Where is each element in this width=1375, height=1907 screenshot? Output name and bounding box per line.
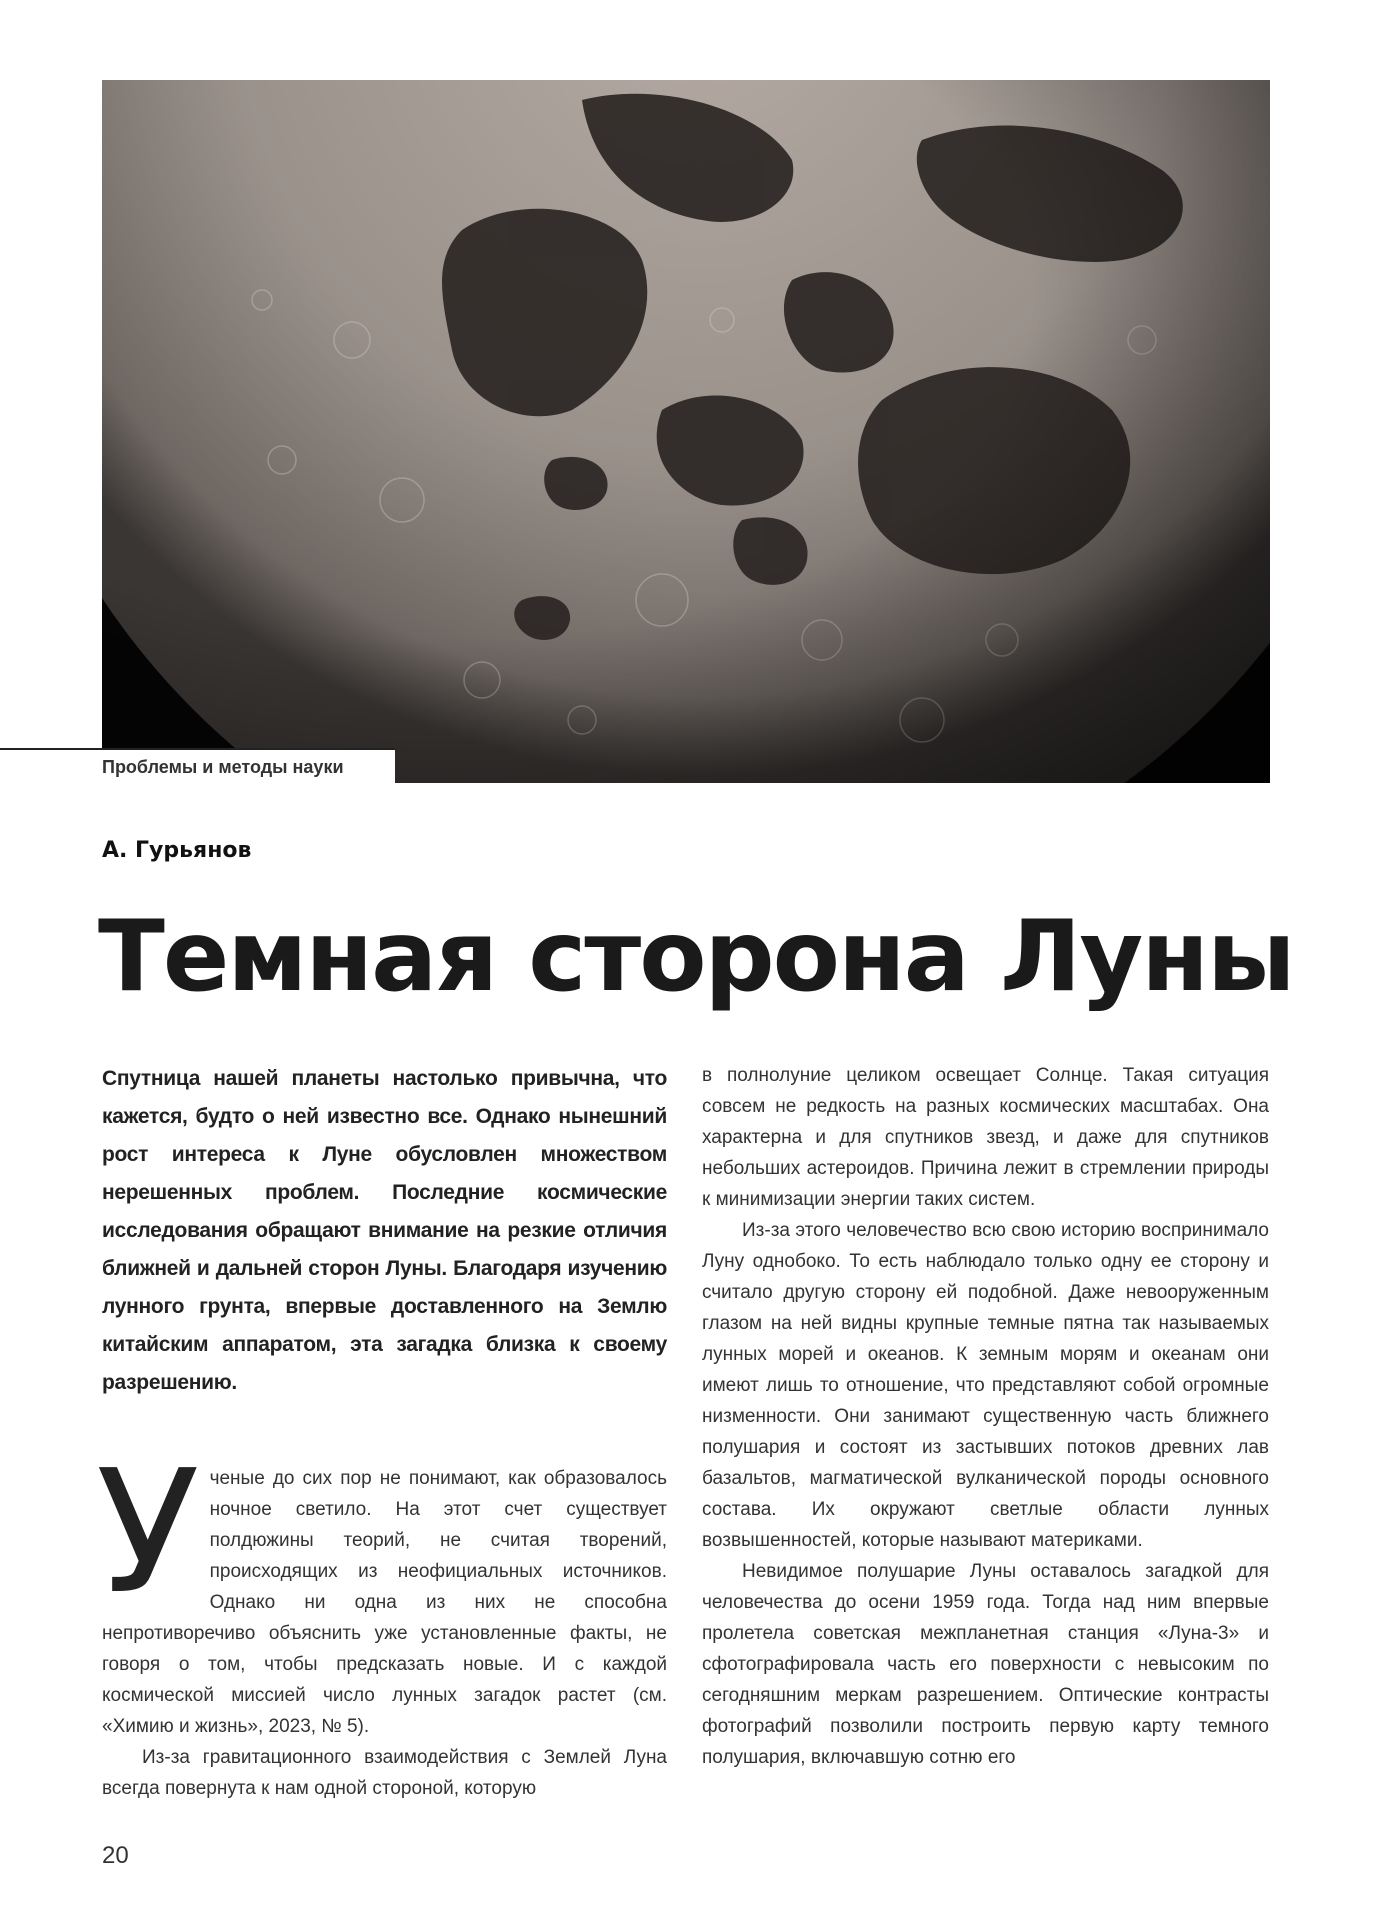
author-name: А. Гурьянов (102, 838, 252, 863)
body-paragraph-4: Из-за этого человечество всю свою историю воспринимало Луну однобоко. То есть наблюдало только одну ее сторону и считало другую сторону ей подобной. Даже невооруженным глазом на ней видны крупные темные пятна так называемых лунных морей и океанов. К земным морям и океанам они имеют лишь то отношение, что представляют собой огромные низменности. Они занимают существенную часть ближнего полушария и состоят из застывших потоков древних лав базальтов, магматической вулканической породы основного состава. Их окружают светлые области лунных возвышенностей, которые называют материками. (702, 1220, 1269, 1551)
article-title: Темная сторона Луны (98, 900, 1294, 1014)
page-number: 20 (102, 1842, 129, 1869)
moon-photo (102, 80, 1270, 783)
body-paragraph-2: Из-за гравитационного взаимодействия с Землей Луна всегда повернута к нам одной стороной, которую (102, 1747, 667, 1799)
drop-cap: У (96, 1434, 200, 1632)
body-paragraph-3: в полнолуние целиком освещает Солнце. Такая ситуация совсем не редкость на разных космических масштабах. Она характерна и для спутников звезд, и даже для спутников небольших астероидов. Причина лежит в стремлении природы к минимизации энергии таких систем. (702, 1065, 1269, 1210)
lead-paragraph: Спутница нашей планеты настолько привычна, что кажется, будто о ней известно все. Однако нынешний рост интереса к Луне обусловлен множеством нерешенных проблем. Последние космические исследования обращают внимание на резкие отличия ближней и дальней сторон Луны. Благодаря изучению лунного грунта, впервые доставленного на Землю китайским аппаратом, эта загадка близка к своему разрешению. (102, 1067, 667, 1394)
right-column (702, 1060, 1269, 1773)
section-tag-label: Проблемы и методы науки (102, 756, 344, 777)
section-tag (0, 748, 395, 784)
left-column (96, 1060, 667, 1804)
body-start (96, 1434, 667, 1742)
body-paragraph-1: ченые до сих пор не понимают, как образовалось ночное светило. На этот счет существует полдюжины теорий, не считая творений, происходящих из неофициальных источников. Однако ни одна из них не способна непротиворечиво объяснить уже установленные факты, не говоря о том, чтобы предсказать новые. И с каждой космической миссией число лунных загадок растет (см. «Химию и жизнь», 2023, № 5). (102, 1468, 667, 1737)
body-paragraph-5: Невидимое полушарие Луны оставалось загадкой для человечества до осени 1959 года. Тогда над ним впервые пролетела советская межпланетная станция «Луна-3» и сфотографировала часть его поверхности с невысоким по сегодняшним меркам разрешением. Оптические контрасты фотографий позволили построить первую карту темного полушария, включавшую сотню его (702, 1561, 1269, 1768)
moon-image (102, 80, 1270, 783)
